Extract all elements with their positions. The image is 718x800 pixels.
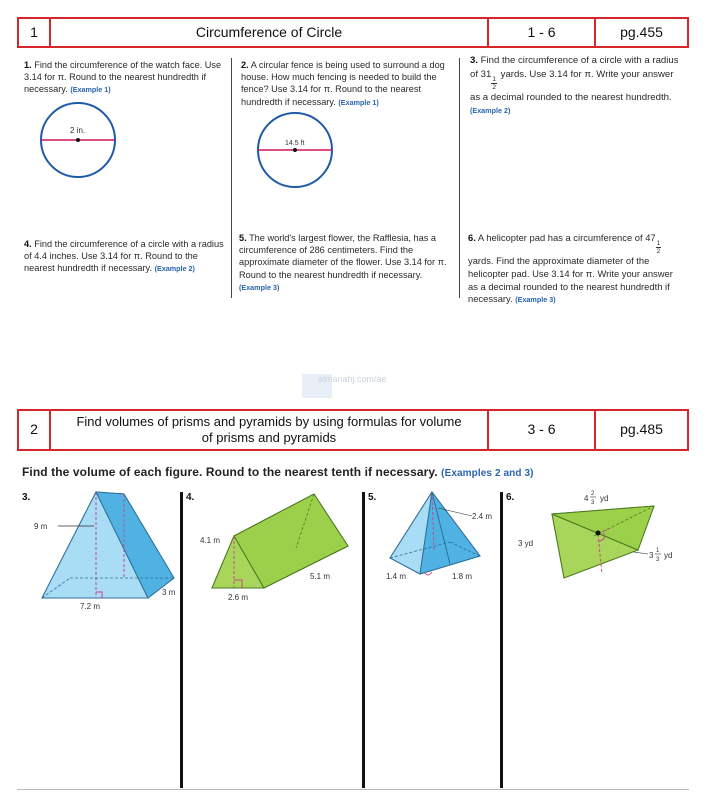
- problem-text: Find the circumference of a circle with a radius of 4.4 inches. Use 3.14 for π. Round to the nearest hundredth if necessary.: [24, 239, 224, 274]
- column-divider: [459, 58, 460, 298]
- triangular-prism-figure: [28, 488, 178, 613]
- figure-number: 5.: [368, 492, 377, 503]
- problem-text: Find the circumference of the watch face. Use 3.14 for π. Round to the nearest hundredth if necessary.: [24, 60, 222, 95]
- svg-text:2: 2: [591, 491, 595, 497]
- diameter-label: 14.5 ft: [285, 140, 305, 147]
- figure-number: 6.: [506, 492, 515, 503]
- base-label: 7.2 m: [80, 602, 101, 611]
- watch-face-circle-figure: [38, 100, 118, 180]
- problem-range: 3 - 6: [487, 411, 594, 449]
- page-bottom-rule: [17, 789, 689, 790]
- example-reference: (Example 3): [239, 282, 280, 292]
- square-pyramid-figure: [376, 488, 498, 588]
- figure-number: 4.: [186, 492, 195, 503]
- diameter-label: 2 in.: [70, 126, 86, 135]
- problem-2: 2. A circular fence is being used to surround a dog house. How much fencing is needed to build the fence? Use 3.14 for π. Round to the nearest hundredth if necessary. (Example 1): [241, 60, 445, 107]
- section2-header: [17, 409, 689, 451]
- page-reference: pg.485: [594, 411, 687, 449]
- volume-instruction: Find the volume of each figure. Round to the nearest tenth if necessary. (Examples 2 and 3): [22, 465, 534, 479]
- depth-label: 3 m: [162, 588, 176, 597]
- example-reference: (Example 2): [154, 264, 195, 274]
- svg-text:4: 4: [584, 494, 589, 503]
- column-divider: [362, 492, 365, 788]
- column-divider: [180, 492, 183, 788]
- svg-text:3: 3: [656, 557, 660, 563]
- column-divider: [500, 492, 503, 788]
- problem-6: 6. A helicopter pad has a circumference of 47 $\frac{1}{2}$ yards. Find the approximate diameter of the helicopter pad. Use 3.14 for π. Write your answer as a decimal rounded to the nearest hundredth if necessary. (Example 3): [468, 232, 673, 305]
- section-number: 1: [30, 23, 38, 40]
- mixed-fraction: $\frac{1}{2}$: [656, 240, 661, 255]
- watermark-text: almanahj.com/ae: [318, 374, 387, 384]
- problem-text: yards. Use 3.14 for π. Write your answer as a decimal rounded to the nearest hundredth.: [470, 68, 674, 103]
- page-reference: pg.455: [594, 19, 687, 46]
- problem-text: The world's largest flower, the Rafflesia, has a circumference of 286 centimeters. Find the approximate diameter of the flower. Use 3.14 for π. Round to the nearest hundredth if necessary.: [239, 233, 447, 280]
- example-reference: (Example 1): [338, 97, 379, 107]
- problem-text: yards. Find the approximate diameter of the helicopter pad. Use 3.14 for π. Write your answer as a decimal rounded to the nearest hundredth if necessary.: [468, 255, 673, 305]
- base-label: 2.6 m: [228, 593, 249, 602]
- column-divider: [231, 58, 232, 298]
- section-number: 2: [30, 421, 38, 438]
- svg-text:3: 3: [649, 551, 654, 560]
- svg-text:1: 1: [656, 548, 660, 554]
- side-length-label: yd: [664, 551, 673, 560]
- problem-range: 1 - 6: [487, 19, 594, 46]
- example-reference: (Example 2): [470, 106, 511, 115]
- problem-text: A circular fence is being used to surround a dog house. How much fencing is needed to build the fence? Use 3.14 for π. Round to the nearest hundredth if necessary.: [241, 60, 445, 107]
- height-label: 3 yd: [518, 539, 534, 548]
- side-label: 1.8 m: [452, 572, 473, 581]
- height-label: 4.1 m: [200, 536, 221, 545]
- height-label: 9 m: [34, 522, 48, 531]
- example-reference: (Example 3): [515, 295, 556, 305]
- green-prism-figure: [196, 490, 356, 605]
- problem-4: 4. Find the circumference of a circle with a radius of 4.4 inches. Use 3.14 for π. Round to the nearest hundredth if necessary. (Example 2): [24, 239, 224, 274]
- slant-height-label: 2.4 m: [472, 512, 493, 521]
- mixed-fraction: $\frac{1}{2}$: [492, 75, 496, 91]
- top-length-label: yd: [600, 494, 609, 503]
- side-label: 1.4 m: [386, 572, 407, 581]
- problem-5: 5. The world's largest flower, the Rafflesia, has a circumference of 286 centimeters. Find the approximate diameter of the flower. Use 3.14 for π. Round to the nearest hundredth if necessary. (Example 3): [239, 233, 447, 292]
- problem-3: 3. Find the circumference of a circle with a radius of 31 $\frac{1}{2}$ yards. Use 3.14 for π. Write your answer as a decimal rounded to the nearest hundredth. (Example 2): [470, 55, 679, 115]
- fence-circle-figure: [255, 110, 335, 190]
- section-title: Find volumes of prisms and pyramids by using formulas for volume of prisms and pyramids: [49, 411, 487, 449]
- svg-text:3: 3: [591, 500, 595, 506]
- example-reference: (Example 1): [70, 85, 111, 95]
- length-label: 5.1 m: [310, 572, 331, 581]
- green-pyramid-figure: [512, 486, 692, 596]
- problem-1: 1. Find the circumference of the watch face. Use 3.14 for π. Round to the nearest hundredth if necessary. (Example 1): [24, 60, 222, 95]
- section-title: Circumference of Circle: [49, 19, 487, 46]
- section1-header: [17, 17, 689, 48]
- figure-number: 3.: [22, 492, 31, 503]
- example-reference: (Examples 2 and 3): [441, 468, 534, 479]
